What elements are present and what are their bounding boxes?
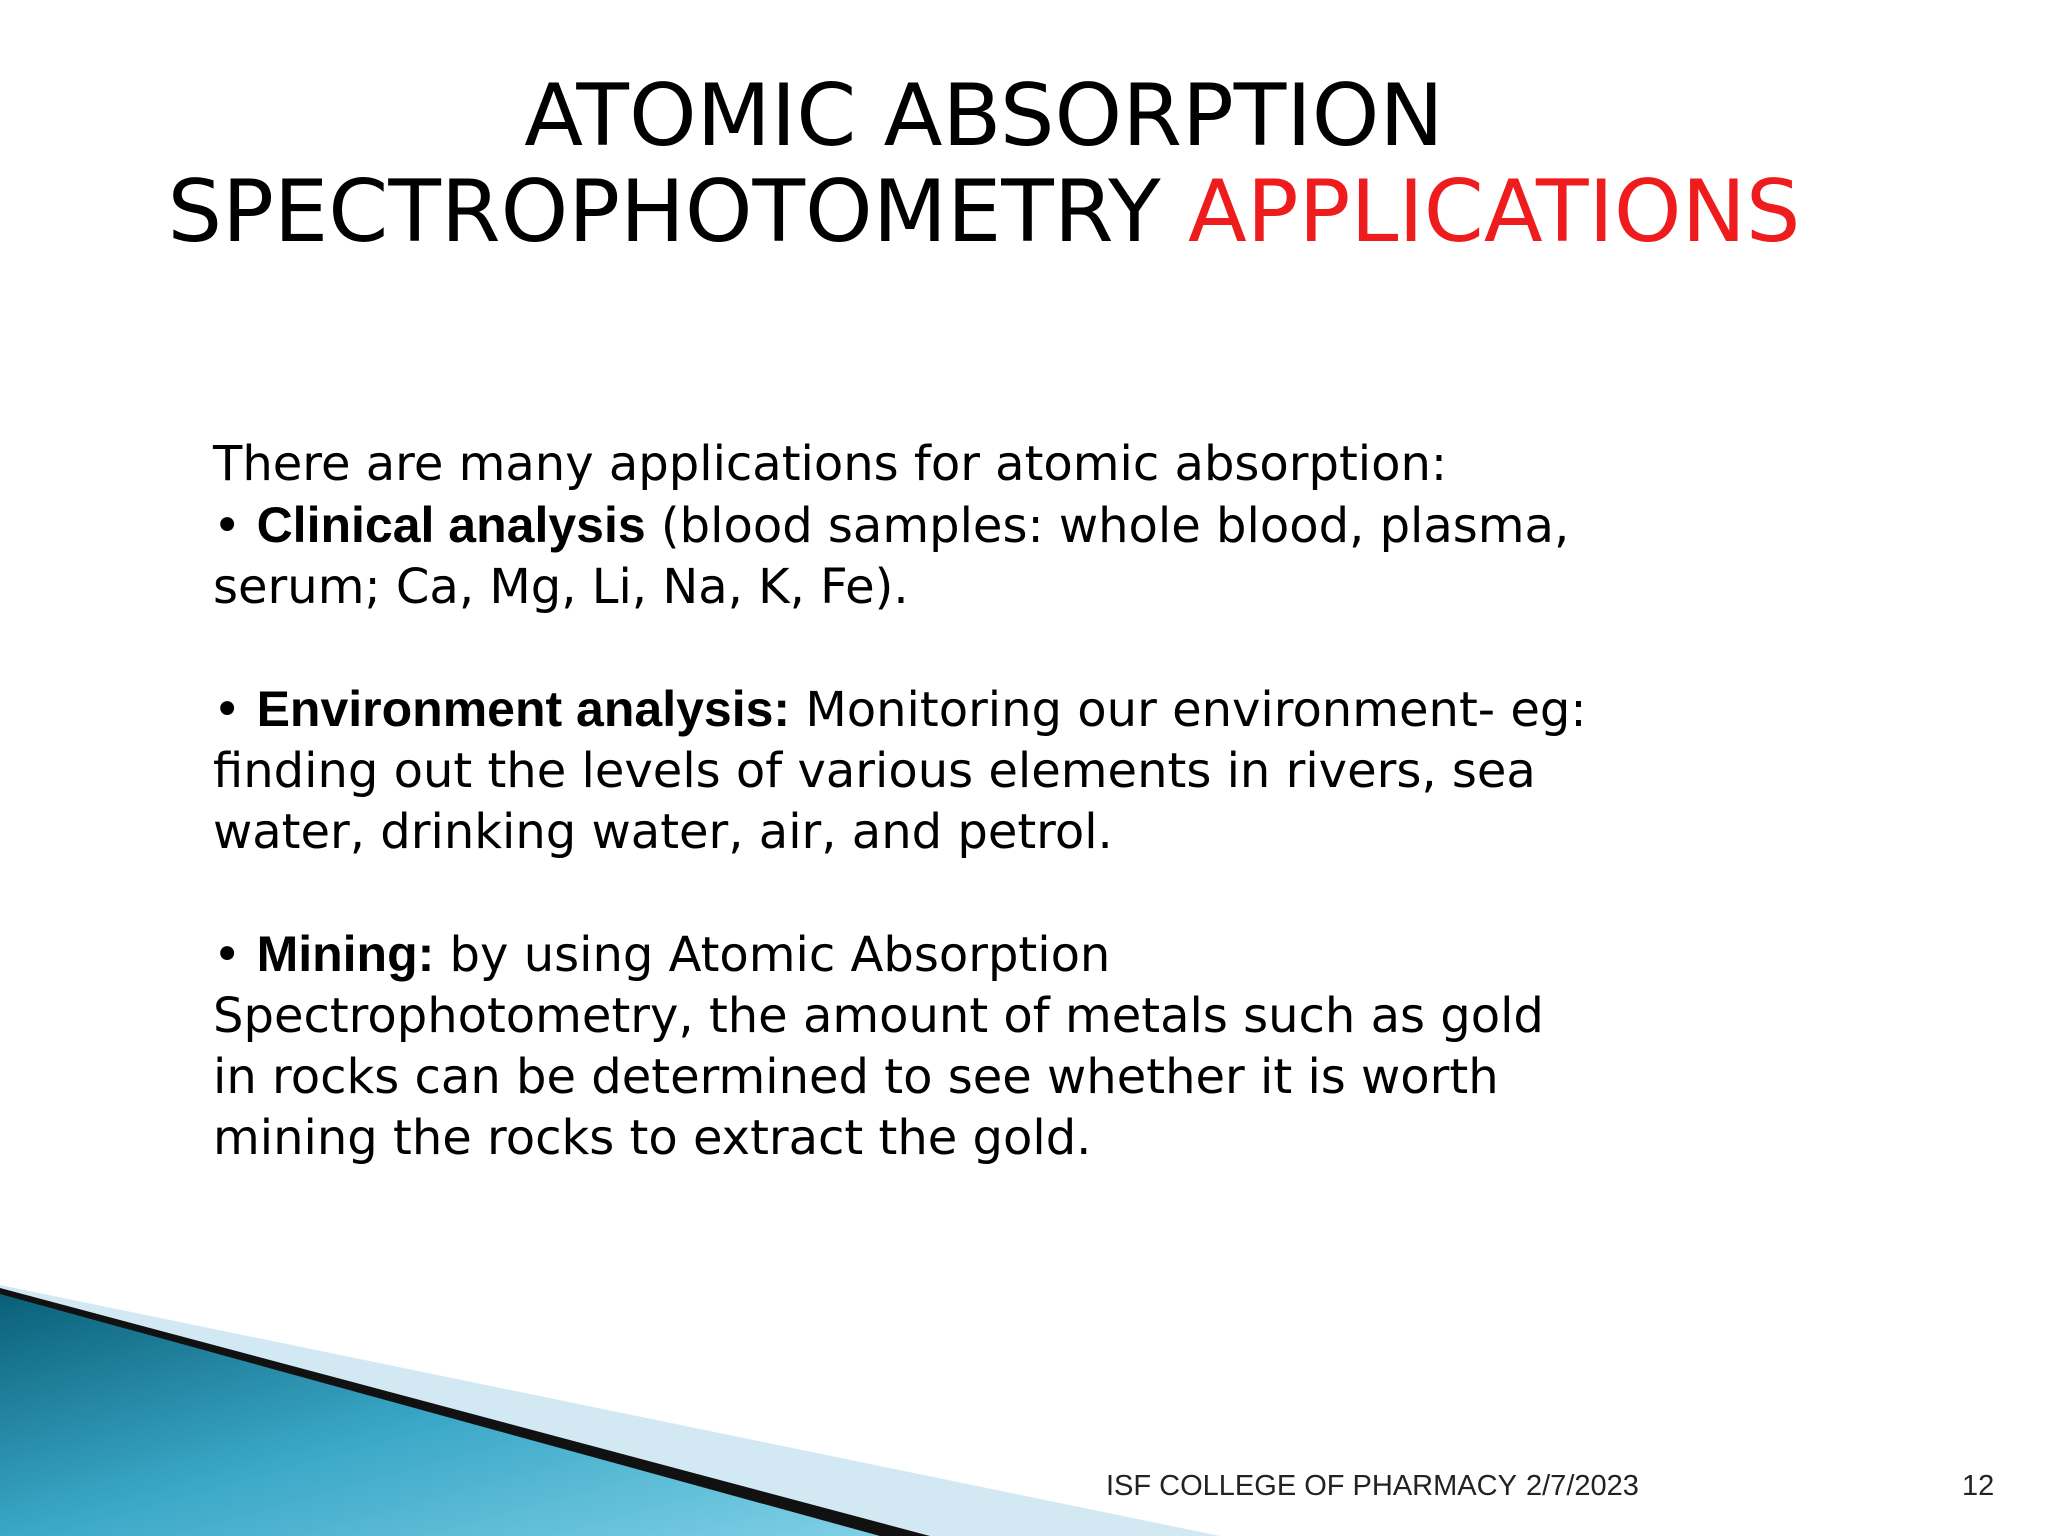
slide-body [213,434,1713,1169]
bullet-text-continued: serum; Ca, Mg, Li, Na, K, Fe). [213,559,909,615]
bullet-marker: • [213,682,242,738]
title-highlight: APPLICATIONS [1187,162,1801,262]
title-line-1: ATOMIC ABSORPTION [524,66,1444,166]
bullet-text-continued: Spectrophotometry, the amount of metals such as gold [213,988,1544,1044]
title-line-2-black: SPECTROPHOTOMETRY [167,162,1161,262]
footer-page-number: 12 [1962,1470,1995,1502]
bullet-text-continued: finding out the levels of various elements in rivers, sea [213,743,1536,799]
bullet-heading-mining: Mining: [256,926,435,982]
bullet-clinical [213,495,1713,557]
intro-text: There are many applications for atomic absorption: [213,436,1448,492]
bullet-text-continued: in rocks can be determined to see whether it is worth [213,1049,1499,1105]
footer-organization: ISF COLLEGE OF PHARMACY [1106,1470,1517,1502]
slide-title [0,68,1968,260]
bullet-text: Monitoring our environment- eg: [790,682,1587,738]
bullet-heading-clinical: Clinical analysis [256,497,646,553]
bullet-marker: • [213,498,242,554]
bullet-text: (blood samples: whole blood, plasma, [645,498,1570,554]
bullet-environment [213,679,1713,741]
bullet-heading-environment: Environment analysis: [256,681,791,737]
footer-date: 2/7/2023 [1526,1470,1639,1502]
bullet-text-continued: water, drinking water, air, and petrol. [213,804,1113,860]
bullet-text: by using Atomic Absorption [434,927,1111,983]
bullet-marker: • [213,927,242,983]
title-line-2 [0,164,1968,260]
spacer [213,618,1713,679]
bullet-mining [213,924,1713,986]
corner-wave-decoration [0,1280,1260,1536]
spacer [213,863,1713,924]
bullet-text-continued: mining the rocks to extract the gold. [213,1110,1092,1166]
